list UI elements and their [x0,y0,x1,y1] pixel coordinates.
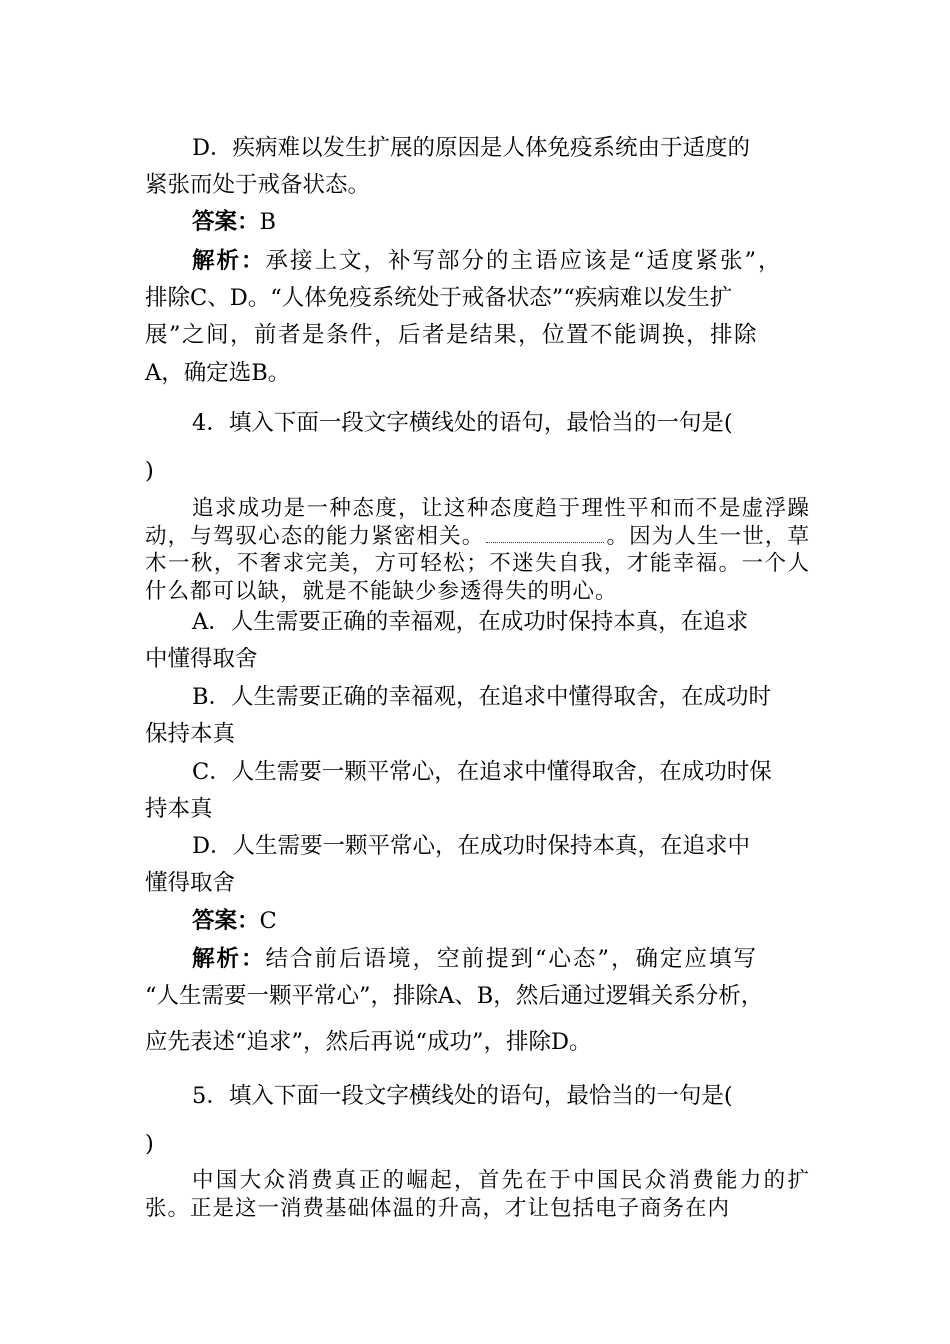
q3-option-d-line1: D．疾病难以发生扩展的原因是人体免疫系统由于适度的 [192,135,751,161]
q4-stem: 4．填入下面一段文字横线处的语句，最恰当的一句是( [192,410,733,436]
q3-analysis-line4: A，确定选B。 [145,360,291,386]
q4-option-a-line2: 中懂得取舍 [145,646,258,672]
q3-analysis-line1: 解析：承接上文，补写部分的主语应该是“适度紧张”， [192,248,783,274]
q3-answer-value: B [259,209,277,235]
q4-analysis-line3: 应先表述“追求”，然后再说“成功”，排除D。 [145,1029,592,1055]
q3-analysis-line3: 展”之间，前者是条件，后者是结果，位置不能调换，排除 [145,322,759,348]
q4-analysis-label: 解析： [192,946,266,972]
q4-option-b-line2: 保持本真 [145,721,236,747]
q3-option-d-line2: 紧张而处于戒备状态。 [145,172,371,198]
q4-answer-label: 答案： [192,908,260,934]
q3-analysis-line2: 排除C、D。“人体免疫系统处于戒备状态”“疾病难以发生扩 [145,285,733,311]
q4-option-d-line2: 懂得取舍 [145,870,236,896]
q5-stem: 5．填入下面一段文字横线处的语句，最恰当的一句是( [192,1083,733,1109]
q5-stem-close: ) [145,1131,154,1157]
q4-answer-value: C [259,908,277,934]
fill-in-blank [486,524,604,543]
q5-passage: 中国大众消费真正的崛起，首先在于中国民众消费能力的扩张。正是这一消费基础体温的升高，才让包括电子商务在内 [145,1168,810,1221]
q4-passage: 追求成功是一种态度，让这种态度趋于理性平和而不是虚浮躁动，与驾驭心态的能力紧密相关。 。因为人生一世，草木一秋，不奢求完美，方可轻松；不迷失自我，才能幸福。一个人什么都可以缺，就是不能缺少参透得失的明心。 [145,496,810,604]
q3-answer [145,204,807,241]
q3-analysis-label: 解析： [192,248,266,274]
q4-option-a-line1: A．人生需要正确的幸福观，在成功时保持本真，在追求 [192,609,749,635]
q4-option-b-line1: B．人生需要正确的幸福观，在追求中懂得取舍，在成功时 [192,684,772,710]
q4-analysis-line2: “人生需要一颗平常心”，排除A、B，然后通过逻辑关系分析， [145,983,764,1009]
q4-stem-close: ) [145,458,154,484]
q4-option-c-line1: C．人生需要一颗平常心，在追求中懂得取舍，在成功时保 [192,759,772,785]
q4-option-c-line2: 持本真 [145,796,213,822]
q3-answer-label: 答案： [192,209,260,235]
q4-analysis-line1: 解析：结合前后语境，空前提到“心态”，确定应填写 [192,946,759,972]
q4-answer [145,903,807,940]
q4-option-d-line1: D．人生需要一颗平常心，在成功时保持本真，在追求中 [192,833,751,859]
